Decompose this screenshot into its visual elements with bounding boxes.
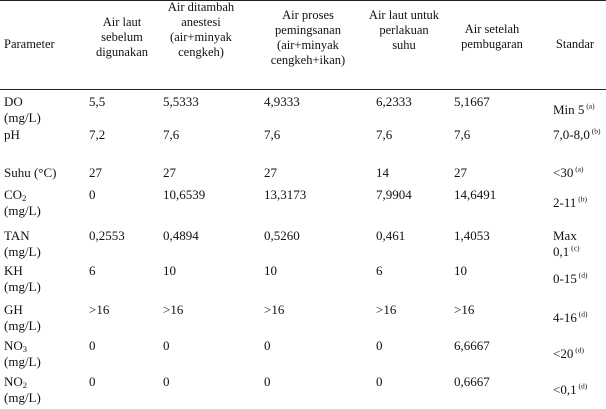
reference-note: (d) — [576, 381, 588, 391]
table-cell: 7,2 — [89, 127, 106, 142]
header-rule — [0, 89, 606, 90]
standard-text: 0-15 — [553, 271, 577, 286]
parameter-name — [4, 263, 23, 278]
table-cell: 6 — [376, 263, 383, 278]
standard-text: Min 5 — [553, 102, 585, 117]
parameter-unit: (mg/L) — [4, 279, 41, 294]
reference-note: (d) — [576, 270, 588, 280]
table-cell: 5,5 — [89, 94, 106, 109]
header-air-laut-sebelum: Air laut sebelum digunakan — [95, 15, 149, 59]
table-cell: 0 — [376, 338, 383, 353]
table-cell: 7,6 — [264, 127, 281, 142]
header-parameter: Parameter — [4, 37, 55, 51]
table-cell: 10 — [264, 263, 277, 278]
table-cell: 0 — [264, 374, 271, 389]
table-cell: 6,2333 — [376, 94, 412, 109]
standard-text: 7,0-8,0 — [553, 127, 590, 142]
table-cell: 1,4053 — [454, 228, 490, 243]
table-cell: 0 — [264, 338, 271, 353]
standard-value — [553, 102, 595, 117]
header-air-laut-suhu: Air laut untuk perlakuan suhu — [368, 8, 440, 52]
parameter-subscript: 2 — [22, 193, 27, 203]
parameter-unit: (mg/L) — [4, 390, 41, 405]
reference-note: (b) — [589, 126, 601, 136]
parameter-unit: (mg/L) — [4, 318, 41, 333]
parameter-unit: (mg/L) — [4, 110, 41, 125]
parameter-subscript: 3 — [22, 344, 28, 354]
parameter-name — [4, 94, 23, 109]
table-cell: >16 — [163, 302, 184, 317]
standard-value-line2 — [553, 244, 579, 259]
standard-text: <0,1 — [553, 382, 577, 397]
table-cell: 7,6 — [454, 127, 471, 142]
reference-note: (d) — [573, 345, 584, 355]
table-cell: 0 — [163, 374, 170, 389]
reference-note: (d) — [576, 309, 588, 319]
parameter-name — [4, 338, 27, 353]
table-cell: >16 — [89, 302, 110, 317]
parameter-label: pH — [4, 127, 20, 142]
parameter-label: CO — [4, 187, 23, 202]
standard-value — [553, 228, 577, 243]
table-cell: 13,3173 — [264, 187, 307, 202]
standard-value — [553, 271, 587, 286]
table-cell: 27 — [163, 165, 176, 180]
table-cell: 14,6491 — [454, 187, 497, 202]
table-cell: 4,9333 — [264, 94, 300, 109]
table-cell: 7,6 — [163, 127, 180, 142]
standard-text: Max — [553, 228, 577, 243]
parameter-label: NO — [4, 374, 23, 389]
table-cell: 27 — [454, 165, 467, 180]
parameter-name — [4, 187, 26, 202]
table-cell: 5,1667 — [454, 94, 490, 109]
reference-note: (a) — [584, 101, 595, 111]
table-cell: 0 — [89, 187, 96, 202]
table-cell: 5,5333 — [163, 94, 199, 109]
table-cell: 0,6667 — [454, 374, 490, 389]
parameter-name — [4, 165, 57, 180]
standard-value — [553, 127, 600, 142]
parameter-unit: (mg/L) — [4, 203, 41, 218]
standard-value — [553, 382, 587, 397]
standard-text: <20 — [553, 346, 574, 361]
parameter-label: GH — [4, 302, 23, 317]
top-rule — [0, 0, 606, 1]
table-cell: 7,6 — [376, 127, 393, 142]
parameter-unit: (mg/L) — [4, 354, 41, 369]
table-cell: 14 — [376, 165, 389, 180]
table-cell: 7,9904 — [376, 187, 412, 202]
header-standar: Standar — [555, 37, 595, 51]
header-air-pemingsanan: Air proses pemingsanan (air+minyak cengkeh+ikan) — [270, 8, 346, 67]
table-cell: 10 — [454, 263, 467, 278]
table-cell: 27 — [264, 165, 277, 180]
table-cell: 0 — [89, 338, 96, 353]
table-cell: 6,6667 — [454, 338, 490, 353]
table-cell: 27 — [89, 165, 102, 180]
reference-note: (a) — [573, 164, 584, 174]
standard-text: <30 — [553, 165, 574, 180]
table-cell: 0 — [163, 338, 170, 353]
standard-value — [553, 195, 587, 210]
reference-note: (b) — [576, 194, 587, 204]
parameter-label: TAN — [4, 228, 30, 243]
table-cell: 0,2553 — [89, 228, 125, 243]
table-cell: 0 — [376, 374, 383, 389]
table-cell: >16 — [264, 302, 285, 317]
parameter-name — [4, 374, 27, 389]
standard-text: 2-11 — [553, 195, 577, 210]
table-cell: 10 — [163, 263, 176, 278]
parameter-subscript: 2 — [22, 380, 28, 390]
table-cell: 0,461 — [376, 228, 406, 243]
parameter-unit: (mg/L) — [4, 244, 41, 259]
table-cell: 0,5260 — [264, 228, 300, 243]
table-cell: 0,4894 — [163, 228, 199, 243]
reference-note: (c) — [569, 243, 580, 253]
standard-text: 4-16 — [553, 310, 577, 325]
table-cell: >16 — [376, 302, 397, 317]
table-cell: 0 — [89, 374, 96, 389]
header-air-anestesi: Air ditambah anestesi (air+minyak cengkeh) — [167, 0, 235, 59]
parameter-name — [4, 302, 23, 317]
standard-text: 0,1 — [553, 244, 570, 259]
parameter-name — [4, 127, 20, 142]
table-cell: >16 — [454, 302, 475, 317]
table-cell: 6 — [89, 263, 96, 278]
header-air-pembugaran: Air setelah pembugaran — [461, 22, 523, 51]
standard-value — [553, 346, 584, 361]
standard-value — [553, 310, 587, 325]
parameter-label: Suhu (°C) — [4, 165, 57, 180]
parameter-name — [4, 228, 30, 243]
parameter-label: KH — [4, 263, 23, 278]
table-cell: 10,6539 — [163, 187, 206, 202]
standard-value — [553, 165, 584, 180]
parameter-label: NO — [4, 338, 23, 353]
parameter-label: DO — [4, 94, 23, 109]
